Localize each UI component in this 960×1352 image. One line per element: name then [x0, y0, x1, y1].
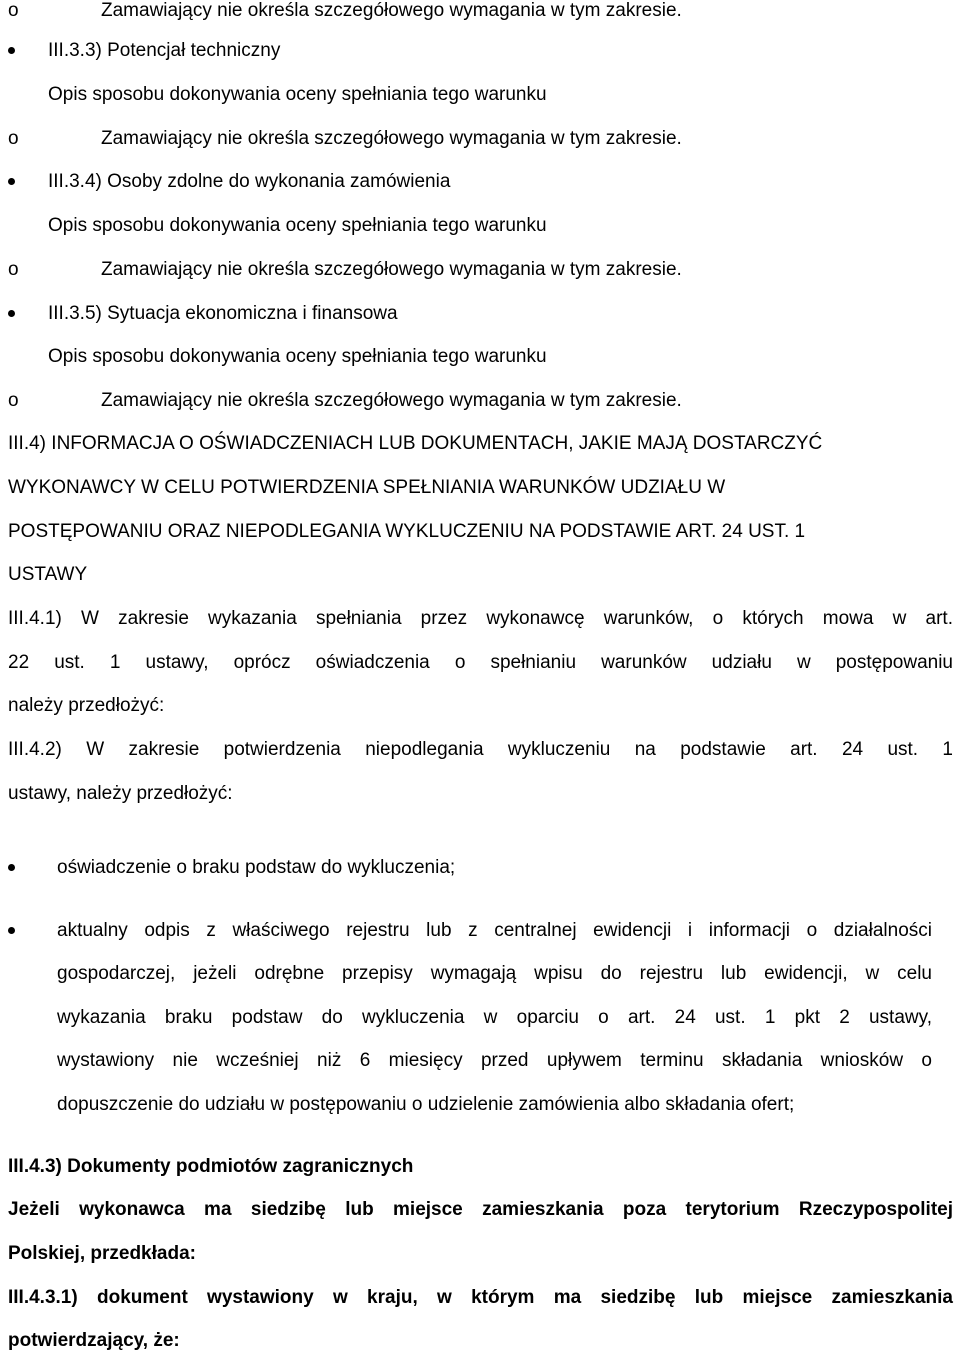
subsection-line: 22 ust. 1 ustawy, oprócz oświadczenia o spełnianiu warunków udziału w postępowaniu: [8, 652, 953, 673]
bullet-icon: [8, 178, 15, 185]
sub-item-text: Zamawiający nie określa szczegółowego wymagania w tym zakresie.: [101, 128, 682, 149]
section-heading: III.3.4) Osoby zdolne do wykonania zamówienia: [48, 171, 451, 192]
subsection-line: Polskiej, przedkłada:: [8, 1243, 196, 1264]
sub-bullet-marker: o: [8, 390, 19, 411]
subsection-line: III.4.1) W zakresie wykazania spełniania przez wykonawcę warunków, o których mowa w art.: [8, 608, 953, 629]
bullet-icon: [8, 310, 15, 317]
section-heading: III.3.5) Sytuacja ekonomiczna i finansowa: [48, 303, 398, 324]
section-title-line: WYKONAWCY W CELU POTWIERDZENIA SPEŁNIANIA WARUNKÓW UDZIAŁU W: [8, 477, 726, 498]
list-item-line: wystawiony nie wcześniej niż 6 miesięcy przed upływem terminu składania wniosków o: [57, 1050, 932, 1071]
subsection-line: Jeżeli wykonawca ma siedzibę lub miejsce zamieszkania poza terytorium Rzeczypospolitej: [8, 1199, 953, 1220]
description-line: Opis sposobu dokonywania oceny spełniania tego warunku: [48, 215, 547, 236]
bullet-icon: [8, 47, 15, 54]
list-item-line: dopuszczenie do udziału w postępowaniu o udzielenie zamówienia albo składania ofert;: [57, 1094, 795, 1115]
subsection-line: potwierdzający, że:: [8, 1330, 180, 1351]
sub-bullet-marker: o: [8, 259, 19, 280]
sub-item-text: Zamawiający nie określa szczegółowego wymagania w tym zakresie.: [101, 259, 682, 280]
sub-bullet-marker: o: [8, 128, 19, 149]
subsection-line: III.4.2) W zakresie potwierdzenia niepodlegania wykluczeniu na podstawie art. 24 ust. 1: [8, 739, 953, 760]
sub-item-text: Zamawiający nie określa szczegółowego wymagania w tym zakresie.: [101, 0, 682, 21]
subsection-heading: III.4.3) Dokumenty podmiotów zagranicznych: [8, 1156, 414, 1177]
list-item-line: aktualny odpis z właściwego rejestru lub z centralnej ewidencji i informacji o działalności: [57, 920, 932, 941]
sub-item-text: Zamawiający nie określa szczegółowego wymagania w tym zakresie.: [101, 390, 682, 411]
list-item-line: gospodarczej, jeżeli odrębne przepisy wymagają wpisu do rejestru lub ewidencji, w celu: [57, 963, 932, 984]
section-title-line: USTAWY: [8, 564, 88, 585]
section-title-line: III.4) INFORMACJA O OŚWIADCZENIACH LUB DOKUMENTACH, JAKIE MAJĄ DOSTARCZYĆ: [8, 433, 823, 454]
subsection-line: III.4.3.1) dokument wystawiony w kraju, w którym ma siedzibę lub miejsce zamieszkania: [8, 1287, 953, 1308]
list-item: oświadczenie o braku podstaw do wykluczenia;: [57, 857, 456, 878]
section-heading: III.3.3) Potencjał techniczny: [48, 40, 281, 61]
subsection-line: ustawy, należy przedłożyć:: [8, 783, 233, 804]
list-item-line: wykazania braku podstaw do wykluczenia w oparciu o art. 24 ust. 1 pkt 2 ustawy,: [57, 1007, 932, 1028]
description-line: Opis sposobu dokonywania oceny spełniania tego warunku: [48, 84, 547, 105]
subsection-line: należy przedłożyć:: [8, 695, 165, 716]
section-title-line: POSTĘPOWANIU ORAZ NIEPODLEGANIA WYKLUCZENIU NA PODSTAWIE ART. 24 UST. 1: [8, 521, 806, 542]
sub-bullet-marker: o: [8, 0, 19, 21]
bullet-icon: [8, 927, 15, 934]
bullet-icon: [8, 864, 15, 871]
description-line: Opis sposobu dokonywania oceny spełniania tego warunku: [48, 346, 547, 367]
